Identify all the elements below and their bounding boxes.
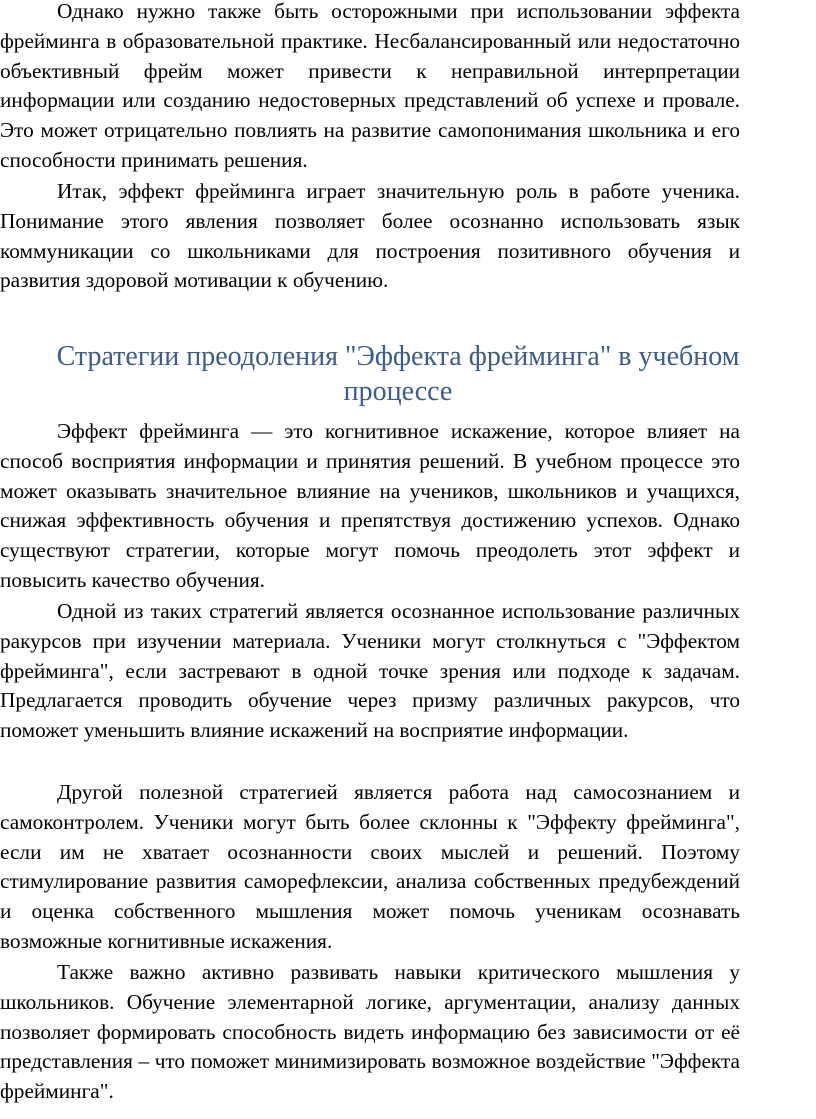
paragraph-conclusion: Итак, эффект фрейминга играет значительную роль в работе ученика. Понимание этого явления позволяет более осознанно использовать язык коммуникации со школьниками для построения позитивного обучения и развития здоровой мотивации к обучению. xyxy=(0,179,740,293)
paragraph-strategy-perspectives: Одной из таких стратегий является осознанное использование различных ракурсов при изучении материала. Ученики могут столкнуться с "Эффектом фрейминга", если застревают в одной точке зрения или подходе к задачам. Предлагается проводить обучение через призму различных ракурсов, что поможет уменьшить влияние искажений на восприятие информации. xyxy=(0,599,740,743)
paragraph-definition: Эффект фрейминга — это когнитивное искажение, которое влияет на способ восприятия информации и принятия решений. В учебном процессе это может оказывать значительное влияние на учеников, школьников и учащихся, снижая эффективность обучения и препятствуя достижению успехов. Однако существуют стратегии, которые могут помочь преодолеть этот эффект и повысить качество обучения. xyxy=(0,419,740,592)
paragraph-strategy-critical-thinking: Также важно активно развивать навыки критического мышления у школьников. Обучение элементарной логике, аргументации, анализу данных позволяет формировать способность видеть информацию без зависимости от её представления – что поможет минимизировать возможное воздействие "Эффекта фрейминга". xyxy=(0,960,740,1104)
section-heading: Стратегии преодоления "Эффекта фрейминга" в учебном процессе xyxy=(56,341,740,407)
paragraph-caution: Однако нужно также быть осторожными при использовании эффекта фрейминга в образовательной практике. Несбалансированный или недостаточно объективный фрейм может привести к неправильной интерпретации информации или созданию недостоверных представлений об успехе и провале. Это может отрицательно повлиять на развитие самопонимания школьника и его способности принимать решения. xyxy=(0,0,740,172)
paragraph-strategy-self-awareness: Другой полезной стратегией является работа над самосознанием и самоконтролем. Ученики могут быть более склонны к "Эффекту фрейминга", если им не хватает осознанности своих мыслей и решений. Поэтому стимулирование развития саморефлексии, анализа собственных предубеждений и оценка собственного мышления может помочь ученикам осознавать возможные когнитивные искажения. xyxy=(0,780,740,953)
